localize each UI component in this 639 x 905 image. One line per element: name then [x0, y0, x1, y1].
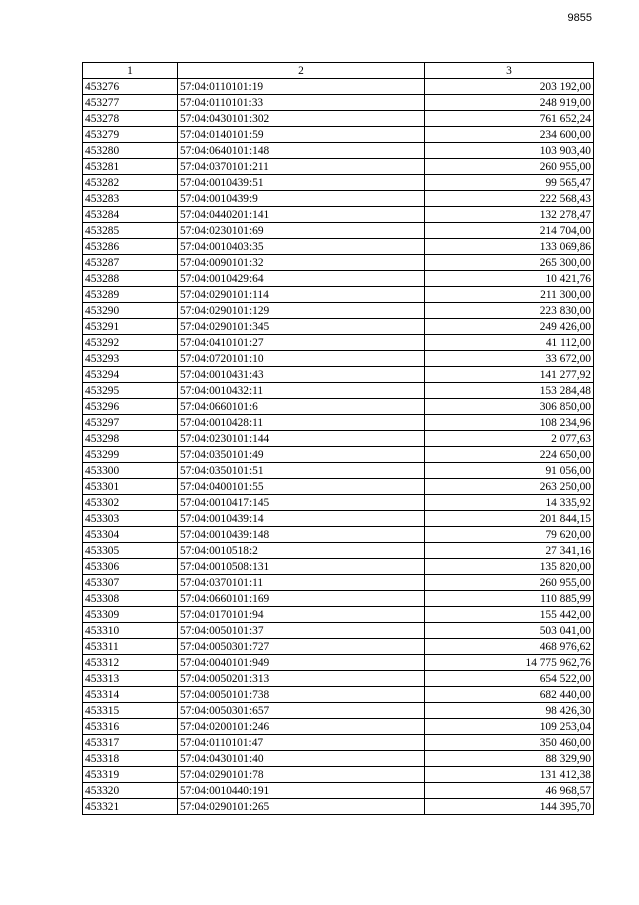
cadastral-number-cell: 57:04:0010439:148 [178, 527, 425, 543]
value-cell: 27 341,16 [425, 543, 594, 559]
cadastral-number-cell: 57:04:0290101:78 [178, 767, 425, 783]
cadastral-number-cell: 57:04:0230101:144 [178, 431, 425, 447]
cadastral-number-cell: 57:04:0010508:131 [178, 559, 425, 575]
cadastral-number-cell: 57:04:0090101:32 [178, 255, 425, 271]
row-number-cell: 453298 [83, 431, 178, 447]
value-cell: 88 329,90 [425, 751, 594, 767]
value-cell: 211 300,00 [425, 287, 594, 303]
table-row [83, 351, 594, 367]
table-row [83, 527, 594, 543]
column-header-2: 2 [178, 63, 425, 79]
value-cell: 761 652,24 [425, 111, 594, 127]
cadastral-number-cell: 57:04:0010403:35 [178, 239, 425, 255]
row-number-cell: 453296 [83, 399, 178, 415]
table-row [83, 591, 594, 607]
table-row [83, 415, 594, 431]
cadastral-number-cell: 57:04:0640101:148 [178, 143, 425, 159]
cadastral-number-cell: 57:04:0010439:14 [178, 511, 425, 527]
table-row [83, 463, 594, 479]
table-row [83, 175, 594, 191]
table-row [83, 319, 594, 335]
row-number-cell: 453315 [83, 703, 178, 719]
value-cell: 203 192,00 [425, 79, 594, 95]
value-cell: 682 440,00 [425, 687, 594, 703]
row-number-cell: 453280 [83, 143, 178, 159]
table-row [83, 447, 594, 463]
table-row [83, 687, 594, 703]
table-row [83, 639, 594, 655]
row-number-cell: 453305 [83, 543, 178, 559]
row-number-cell: 453278 [83, 111, 178, 127]
cadastral-number-cell: 57:04:0040101:949 [178, 655, 425, 671]
cadastral-number-cell: 57:04:0010431:43 [178, 367, 425, 383]
row-number-cell: 453294 [83, 367, 178, 383]
cadastral-number-cell: 57:04:0350101:49 [178, 447, 425, 463]
cadastral-number-cell: 57:04:0010518:2 [178, 543, 425, 559]
table-row [83, 575, 594, 591]
value-cell: 503 041,00 [425, 623, 594, 639]
row-number-cell: 453311 [83, 639, 178, 655]
value-cell: 91 056,00 [425, 463, 594, 479]
table-row [83, 191, 594, 207]
value-cell: 41 112,00 [425, 335, 594, 351]
value-cell: 201 844,15 [425, 511, 594, 527]
table-row [83, 511, 594, 527]
table-row [83, 207, 594, 223]
value-cell: 133 069,86 [425, 239, 594, 255]
value-cell: 98 426,30 [425, 703, 594, 719]
value-cell: 14 335,92 [425, 495, 594, 511]
value-cell: 249 426,00 [425, 319, 594, 335]
table-row [83, 287, 594, 303]
row-number-cell: 453276 [83, 79, 178, 95]
cadastral-number-cell: 57:04:0010429:64 [178, 271, 425, 287]
table-row [83, 799, 594, 815]
row-number-cell: 453297 [83, 415, 178, 431]
value-cell: 155 442,00 [425, 607, 594, 623]
cadastral-number-cell: 57:04:0050201:313 [178, 671, 425, 687]
value-cell: 260 955,00 [425, 159, 594, 175]
cadastral-number-cell: 57:04:0370101:11 [178, 575, 425, 591]
cadastral-number-cell: 57:04:0170101:94 [178, 607, 425, 623]
value-cell: 14 775 962,76 [425, 655, 594, 671]
cadastral-number-cell: 57:04:0720101:10 [178, 351, 425, 367]
cadastral-number-cell: 57:04:0010439:51 [178, 175, 425, 191]
table-row [83, 271, 594, 287]
row-number-cell: 453306 [83, 559, 178, 575]
table-row [83, 607, 594, 623]
cadastral-number-cell: 57:04:0010432:11 [178, 383, 425, 399]
table-row [83, 303, 594, 319]
cadastral-number-cell: 57:04:0010417:145 [178, 495, 425, 511]
cadastral-number-cell: 57:04:0010439:9 [178, 191, 425, 207]
row-number-cell: 453309 [83, 607, 178, 623]
table-body [83, 79, 594, 815]
cadastral-number-cell: 57:04:0050301:727 [178, 639, 425, 655]
value-cell: 263 250,00 [425, 479, 594, 495]
value-cell: 144 395,70 [425, 799, 594, 815]
table-row [83, 399, 594, 415]
row-number-cell: 453277 [83, 95, 178, 111]
cadastral-number-cell: 57:04:0010428:11 [178, 415, 425, 431]
row-number-cell: 453285 [83, 223, 178, 239]
table-row [83, 735, 594, 751]
table-row [83, 95, 594, 111]
cadastral-number-cell: 57:04:0290101:345 [178, 319, 425, 335]
row-number-cell: 453292 [83, 335, 178, 351]
table-row [83, 111, 594, 127]
cadastral-number-cell: 57:04:0430101:40 [178, 751, 425, 767]
value-cell: 131 412,38 [425, 767, 594, 783]
cadastral-number-cell: 57:04:0050101:37 [178, 623, 425, 639]
column-header-1: 1 [83, 63, 178, 79]
table-row [83, 623, 594, 639]
value-cell: 214 704,00 [425, 223, 594, 239]
row-number-cell: 453288 [83, 271, 178, 287]
row-number-cell: 453291 [83, 319, 178, 335]
cadastral-number-cell: 57:04:0660101:6 [178, 399, 425, 415]
cadastral-number-cell: 57:04:0050301:657 [178, 703, 425, 719]
value-cell: 99 565,47 [425, 175, 594, 191]
cadastral-number-cell: 57:04:0440201:141 [178, 207, 425, 223]
row-number-cell: 453302 [83, 495, 178, 511]
row-number-cell: 453284 [83, 207, 178, 223]
row-number-cell: 453290 [83, 303, 178, 319]
table-row [83, 223, 594, 239]
table-row [83, 719, 594, 735]
value-cell: 306 850,00 [425, 399, 594, 415]
row-number-cell: 453281 [83, 159, 178, 175]
table-row [83, 79, 594, 95]
row-number-cell: 453316 [83, 719, 178, 735]
data-table [82, 62, 594, 815]
value-cell: 46 968,57 [425, 783, 594, 799]
cadastral-number-cell: 57:04:0290101:265 [178, 799, 425, 815]
value-cell: 132 278,47 [425, 207, 594, 223]
table-row [83, 159, 594, 175]
table-row [83, 703, 594, 719]
row-number-cell: 453289 [83, 287, 178, 303]
value-cell: 108 234,96 [425, 415, 594, 431]
row-number-cell: 453314 [83, 687, 178, 703]
row-number-cell: 453321 [83, 799, 178, 815]
row-number-cell: 453319 [83, 767, 178, 783]
table-row [83, 671, 594, 687]
cadastral-number-cell: 57:04:0660101:169 [178, 591, 425, 607]
row-number-cell: 453282 [83, 175, 178, 191]
row-number-cell: 453303 [83, 511, 178, 527]
value-cell: 234 600,00 [425, 127, 594, 143]
table-row [83, 543, 594, 559]
row-number-cell: 453279 [83, 127, 178, 143]
cadastral-number-cell: 57:04:0110101:47 [178, 735, 425, 751]
table-row [83, 783, 594, 799]
row-number-cell: 453318 [83, 751, 178, 767]
table-row [83, 239, 594, 255]
cadastral-number-cell: 57:04:0410101:27 [178, 335, 425, 351]
row-number-cell: 453304 [83, 527, 178, 543]
cadastral-number-cell: 57:04:0370101:211 [178, 159, 425, 175]
row-number-cell: 453317 [83, 735, 178, 751]
row-number-cell: 453310 [83, 623, 178, 639]
value-cell: 33 672,00 [425, 351, 594, 367]
table-header-row [83, 63, 594, 79]
value-cell: 260 955,00 [425, 575, 594, 591]
row-number-cell: 453283 [83, 191, 178, 207]
table-row [83, 767, 594, 783]
value-cell: 135 820,00 [425, 559, 594, 575]
table-row [83, 335, 594, 351]
cadastral-number-cell: 57:04:0200101:246 [178, 719, 425, 735]
value-cell: 265 300,00 [425, 255, 594, 271]
table-row [83, 383, 594, 399]
cadastral-number-cell: 57:04:0230101:69 [178, 223, 425, 239]
table-row [83, 495, 594, 511]
value-cell: 224 650,00 [425, 447, 594, 463]
value-cell: 109 253,04 [425, 719, 594, 735]
cadastral-number-cell: 57:04:0290101:114 [178, 287, 425, 303]
cadastral-number-cell: 57:04:0110101:33 [178, 95, 425, 111]
cadastral-number-cell: 57:04:0110101:19 [178, 79, 425, 95]
value-cell: 350 460,00 [425, 735, 594, 751]
table-row [83, 751, 594, 767]
row-number-cell: 453293 [83, 351, 178, 367]
table-row [83, 255, 594, 271]
cadastral-number-cell: 57:04:0010440:191 [178, 783, 425, 799]
row-number-cell: 453320 [83, 783, 178, 799]
value-cell: 248 919,00 [425, 95, 594, 111]
cadastral-number-cell: 57:04:0290101:129 [178, 303, 425, 319]
column-header-3: 3 [425, 63, 594, 79]
row-number-cell: 453308 [83, 591, 178, 607]
value-cell: 223 830,00 [425, 303, 594, 319]
row-number-cell: 453286 [83, 239, 178, 255]
value-cell: 222 568,43 [425, 191, 594, 207]
value-cell: 141 277,92 [425, 367, 594, 383]
value-cell: 654 522,00 [425, 671, 594, 687]
row-number-cell: 453295 [83, 383, 178, 399]
cadastral-number-cell: 57:04:0350101:51 [178, 463, 425, 479]
table-row [83, 431, 594, 447]
table-row [83, 655, 594, 671]
table-row [83, 479, 594, 495]
table-row [83, 559, 594, 575]
cadastral-number-cell: 57:04:0140101:59 [178, 127, 425, 143]
cadastral-number-cell: 57:04:0430101:302 [178, 111, 425, 127]
table-row [83, 127, 594, 143]
page-number: 9855 [567, 12, 592, 24]
value-cell: 468 976,62 [425, 639, 594, 655]
row-number-cell: 453300 [83, 463, 178, 479]
row-number-cell: 453287 [83, 255, 178, 271]
cadastral-number-cell: 57:04:0050101:738 [178, 687, 425, 703]
row-number-cell: 453313 [83, 671, 178, 687]
value-cell: 103 903,40 [425, 143, 594, 159]
row-number-cell: 453299 [83, 447, 178, 463]
value-cell: 153 284,48 [425, 383, 594, 399]
value-cell: 2 077,63 [425, 431, 594, 447]
row-number-cell: 453312 [83, 655, 178, 671]
table-row [83, 143, 594, 159]
table-row [83, 367, 594, 383]
row-number-cell: 453307 [83, 575, 178, 591]
cadastral-number-cell: 57:04:0400101:55 [178, 479, 425, 495]
value-cell: 79 620,00 [425, 527, 594, 543]
value-cell: 10 421,76 [425, 271, 594, 287]
value-cell: 110 885,99 [425, 591, 594, 607]
row-number-cell: 453301 [83, 479, 178, 495]
